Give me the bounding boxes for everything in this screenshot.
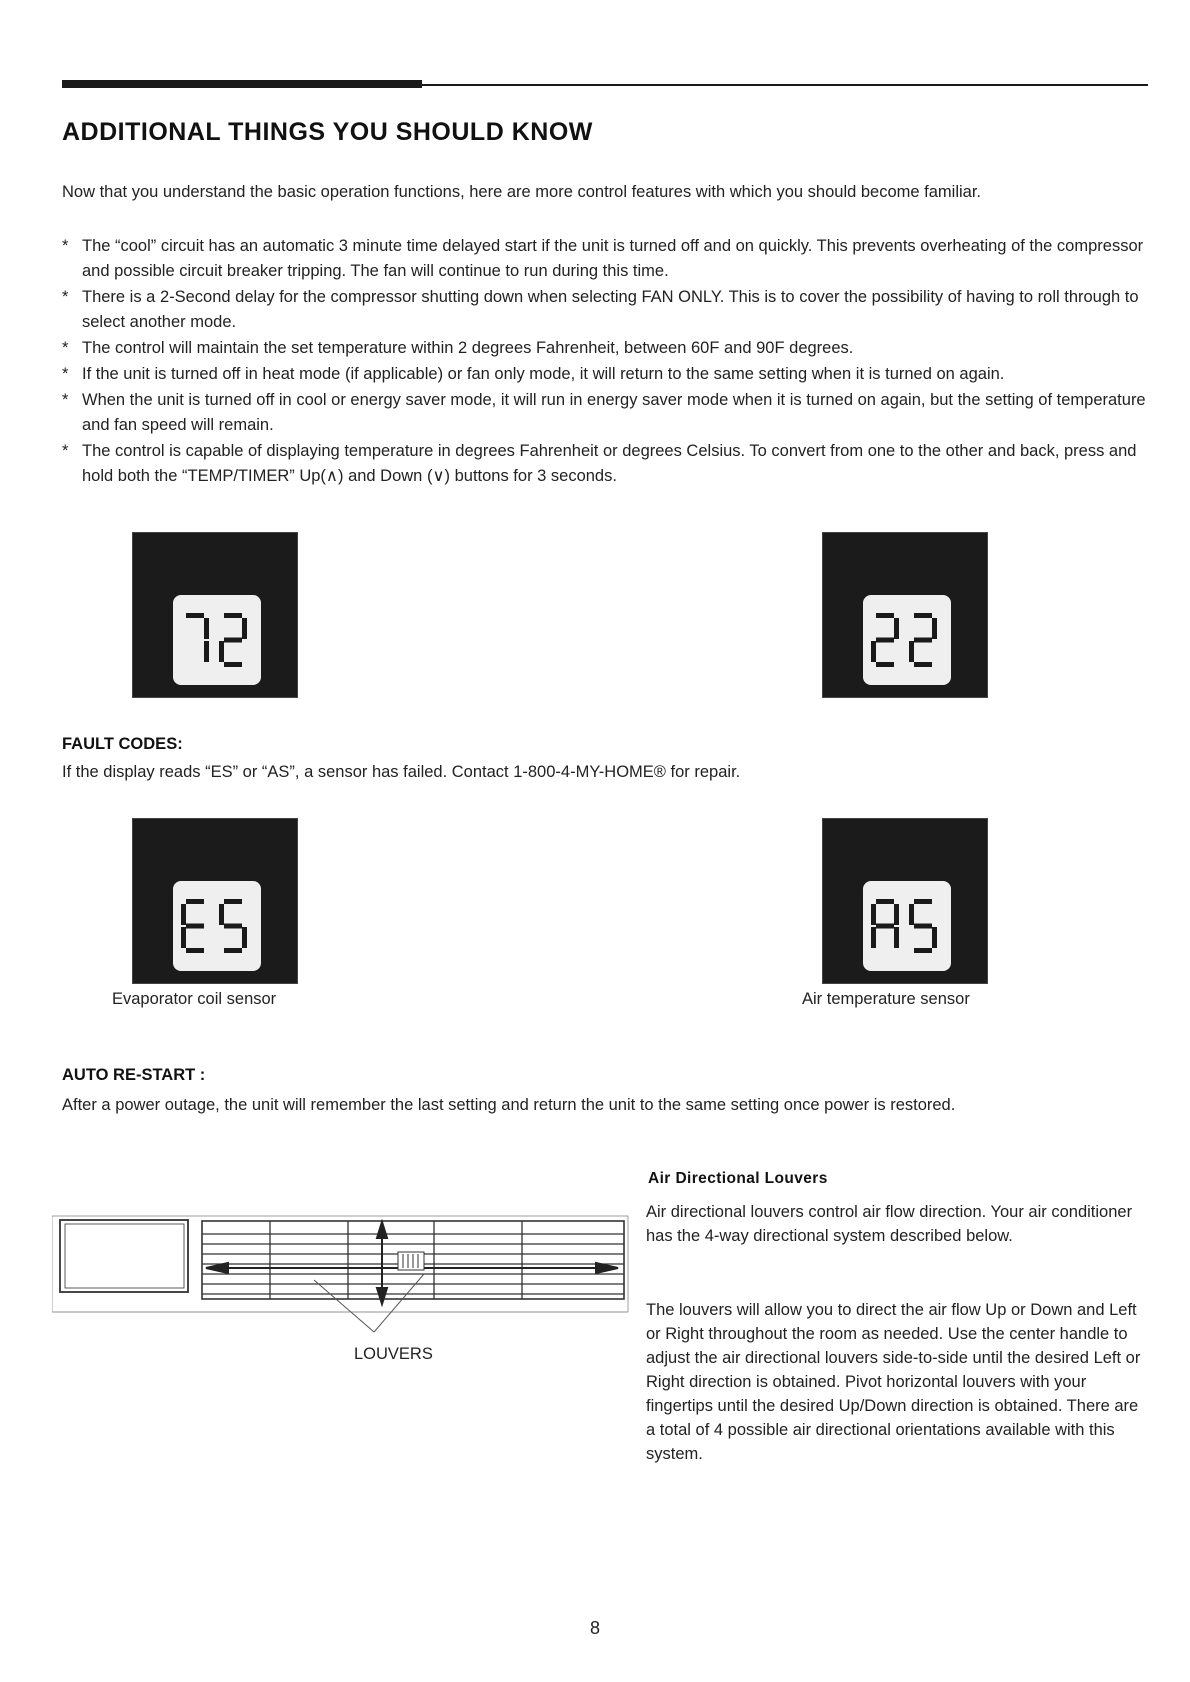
segment-s-c	[242, 927, 247, 948]
segment-2-e	[219, 641, 224, 662]
list-item: * The control is capable of displaying temperature in degrees Fahrenheit or degrees Celsius. To convert from one to the other and back, press and hold both the “TEMP/TIMER” Up(∧) and Down (∨) buttons for 3 seconds.	[62, 439, 1152, 489]
louvers-heading: Air Directional Louvers	[648, 1170, 828, 1187]
segment-a-a	[876, 899, 894, 904]
bullet-star: *	[62, 288, 69, 306]
page-number: 8	[589, 1618, 600, 1638]
bullet-star: *	[62, 237, 69, 255]
segment-2-d	[914, 662, 932, 667]
seven-segment-as	[823, 819, 987, 983]
segment-2-b	[932, 618, 937, 639]
segment-e-e	[181, 927, 186, 948]
segment-2-a	[914, 613, 932, 618]
auto-restart-text: After a power outage, the unit will remember the last setting and return the unit to the same setting once power is restored.	[62, 1096, 956, 1114]
segment-s-f	[909, 904, 914, 925]
segment-2-d	[876, 662, 894, 667]
louvers-paragraph-1: Air directional louvers control air flow direction. Your air conditioner has the 4-way directional system described below.	[646, 1203, 1133, 1245]
segment-s-d	[224, 948, 242, 953]
segment-s-d	[914, 948, 932, 953]
fault-codes-heading: FAULT CODES:	[62, 735, 183, 753]
list-item: * The control will maintain the set temperature within 2 degrees Fahrenheit, between 60F and 90F degrees.	[62, 336, 1152, 361]
bullet-star: *	[62, 365, 69, 383]
display-panel-fahrenheit	[132, 532, 298, 698]
display-panel-as	[822, 818, 988, 984]
louvers-paragraph-2: The louvers will allow you to direct the air flow Up or Down and Left or Right throughout the room as needed. Use the center handle to adjust the air directional louvers side-to-side until the desired Left or Right direction is obtained. Pivot horizontal louvers with your fingertips until the desired Up/Down direction is obtained. There are a total of 4 possible air directional orientations available with this system.	[646, 1301, 1141, 1463]
bullet-star: *	[62, 442, 69, 460]
display-panel-es	[132, 818, 298, 984]
segment-s-a	[914, 899, 932, 904]
page-title: ADDITIONAL THINGS YOU SHOULD KNOW	[62, 118, 593, 146]
segment-2-g	[876, 638, 894, 643]
list-item: * The “cool” circuit has an automatic 3 minute time delayed start if the unit is turned off and on quickly. This prevents overheating of the compressor and possible circuit breaker tripping. The fan will continue to run during this time.	[62, 234, 1152, 284]
auto-restart-heading: AUTO RE-START :	[62, 1066, 206, 1084]
segment-s-f	[219, 904, 224, 925]
segment-a-f	[871, 904, 876, 925]
segment-2-b	[242, 618, 247, 639]
caption-evaporator: Evaporator coil sensor	[112, 990, 277, 1008]
list-item: * When the unit is turned off in cool or energy saver mode, it will run in energy saver mode when it is turned on again, but the setting of temperature and fan speed will remain.	[62, 388, 1152, 438]
bullet-star: *	[62, 391, 69, 409]
segment-s-c	[932, 927, 937, 948]
segment-2-e	[909, 641, 914, 662]
display-panel-celsius	[822, 532, 988, 698]
segment-2-g	[914, 638, 932, 643]
segment-e-a	[186, 899, 204, 904]
segment-7-a	[186, 613, 204, 618]
seven-segment-es	[133, 819, 297, 983]
feature-list	[62, 234, 1152, 490]
segment-7-b	[204, 618, 209, 639]
louvers-label: LOUVERS	[354, 1345, 433, 1363]
header-rule-accent	[62, 80, 422, 88]
segment-a-g	[876, 924, 894, 929]
segment-s-a	[224, 899, 242, 904]
segment-2-e	[871, 641, 876, 662]
segment-s-g	[224, 924, 242, 929]
segment-2-a	[876, 613, 894, 618]
louvers-illustration	[52, 1208, 632, 1356]
segment-2-a	[224, 613, 242, 618]
segment-e-d	[186, 948, 204, 953]
segment-a-e	[871, 927, 876, 948]
segment-2-d	[224, 662, 242, 667]
segment-s-g	[914, 924, 932, 929]
seven-segment-72	[133, 533, 297, 697]
segment-7-c	[204, 641, 209, 662]
intro-paragraph: Now that you understand the basic operation functions, here are more control features with which you should become familiar.	[62, 183, 982, 201]
list-item: * If the unit is turned off in heat mode (if applicable) or fan only mode, it will return to the same setting when it is turned on again.	[62, 362, 1152, 387]
segment-e-g	[186, 924, 204, 929]
list-item: * There is a 2-Second delay for the compressor shutting down when selecting FAN ONLY. This is to cover the possibility of having to roll through to select another mode.	[62, 285, 1152, 335]
seven-segment-22	[823, 533, 987, 697]
fault-codes-text: If the display reads “ES” or “AS”, a sensor has failed. Contact 1-800-4-MY-HOME® for repair.	[62, 763, 741, 781]
segment-a-b	[894, 904, 899, 925]
segment-a-c	[894, 927, 899, 948]
caption-air: Air temperature sensor	[802, 990, 970, 1008]
segment-2-b	[894, 618, 899, 639]
segment-e-f	[181, 904, 186, 925]
bullet-star: *	[62, 339, 69, 357]
segment-2-g	[224, 638, 242, 643]
